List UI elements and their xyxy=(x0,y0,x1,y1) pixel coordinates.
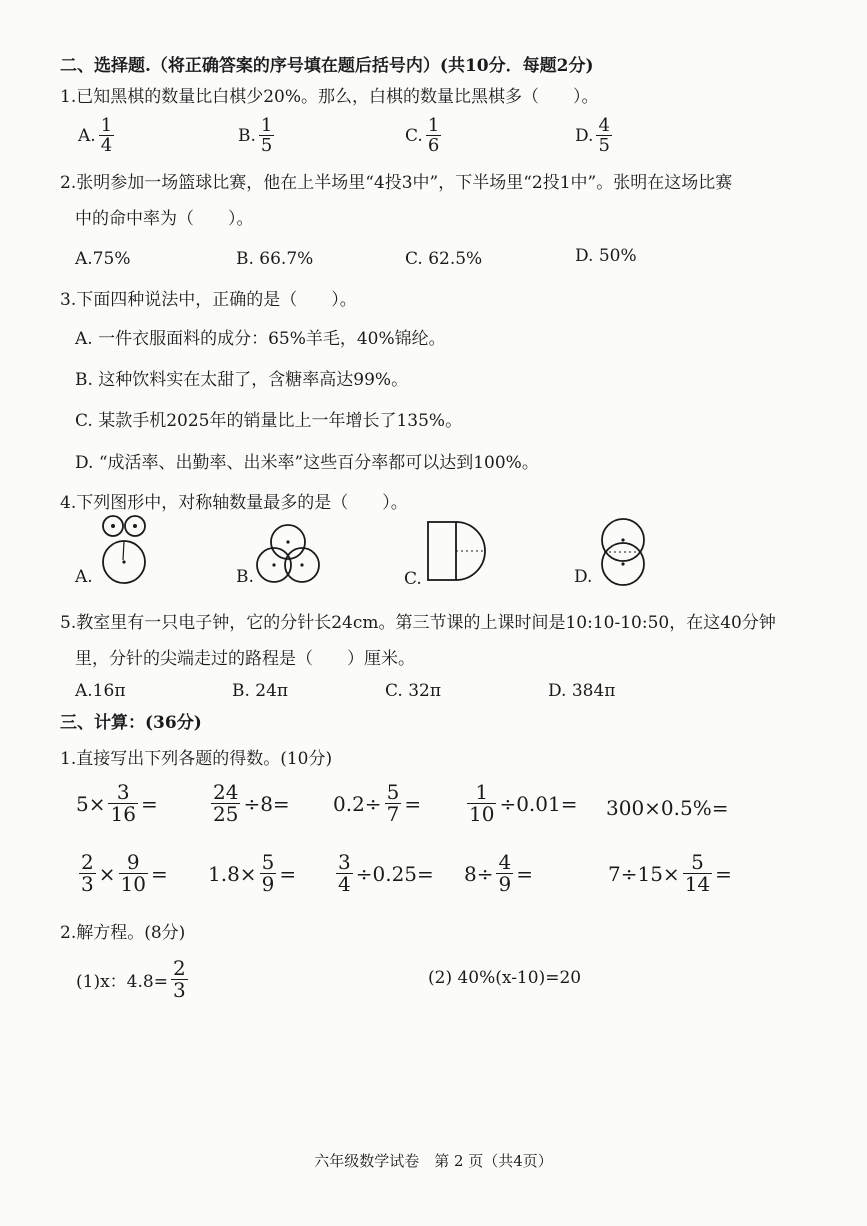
q4-label-b[interactable]: B. xyxy=(236,567,254,587)
calc-r1-c2: $\frac{24}{25}$ ÷8= xyxy=(213,780,290,826)
q3-option-c[interactable]: C. 某款手机2025年的销量比上一年增长了135%。 xyxy=(75,411,463,431)
q3-option-a[interactable]: A. 一件衣服面料的成分：65%羊毛，40%锦纶。 xyxy=(75,329,446,349)
section3-title: 三、计算：(36分) xyxy=(60,713,202,733)
calc-r1-c5: 300×0.5%= xyxy=(606,796,729,820)
q1-option-b[interactable]: B. $\frac{1}{5}$ xyxy=(238,115,273,156)
fraction: $\frac{4}{5}$ xyxy=(598,115,610,156)
page-footer: 六年级数学试卷 第 2 页（共4页） xyxy=(314,1152,553,1170)
q4-label-c[interactable]: C. xyxy=(404,569,422,589)
q4-label-a[interactable]: A. xyxy=(75,567,93,587)
calc-r2-c1: $\frac{2}{3}$ × $\frac{9}{10}$ = xyxy=(81,850,168,896)
q4-stem: 4.下列图形中，对称轴数量最多的是（ ）。 xyxy=(60,493,408,513)
q4-label-d[interactable]: D. xyxy=(574,567,593,587)
q5-option-d[interactable]: D. 384π xyxy=(548,681,616,701)
section3-sub1: 1.直接写出下列各题的得数。(10分) xyxy=(60,749,333,769)
equation-1: (1)x：4.8= $\frac{2}{3}$ xyxy=(76,956,186,1002)
q3-stem: 3.下面四种说法中，正确的是（ ）。 xyxy=(60,290,357,310)
calc-r2-c5: 7÷15× $\frac{5}{14}$ = xyxy=(608,850,732,896)
three-circles-figure xyxy=(255,522,321,584)
two-overlapping-circles-figure xyxy=(596,514,650,588)
q2-stem-line1: 2.张明参加一场篮球比赛，他在上半场里“4投3中”，下半场里“2投1中”。张明在这场比赛 xyxy=(60,173,733,193)
q1-option-c[interactable]: C. $\frac{1}{6}$ xyxy=(405,115,440,156)
q2-option-b[interactable]: B. 66.7% xyxy=(236,249,314,269)
q2-option-a[interactable]: A.75% xyxy=(75,249,131,269)
section3-sub2: 2.解方程。(8分) xyxy=(60,923,186,943)
q5-option-b[interactable]: B. 24π xyxy=(232,681,289,701)
equation-2: (2) 40%(x-10)=20 xyxy=(428,968,582,988)
snowman-circles-figure xyxy=(96,514,152,586)
q1-option-a[interactable]: A. $\frac{1}{4}$ xyxy=(78,115,113,156)
calc-r2-c4: 8÷ $\frac{4}{9}$ = xyxy=(464,850,533,896)
q2-option-c[interactable]: C. 62.5% xyxy=(405,249,483,269)
q5-option-a[interactable]: A.16π xyxy=(75,681,126,701)
q5-stem-line2: 里，分针的尖端走过的路程是（ ）厘米。 xyxy=(75,649,415,669)
q1-stem: 1.已知黑棋的数量比白棋少20%。那么，白棋的数量比黑棋多（ ）。 xyxy=(60,87,599,107)
q5-stem-line1: 5.教室里有一只电子钟，它的分针长24cm。第三节课的上课时间是10:10-10:50，在这40分钟 xyxy=(60,613,776,633)
section2-title: 二、选择题.（将正确答案的序号填在题后括号内）(共10分．每题2分) xyxy=(60,56,594,76)
fraction: $\frac{1}{6}$ xyxy=(427,115,440,156)
q2-stem-line2: 中的命中率为（ ）。 xyxy=(75,209,254,229)
q1-option-d[interactable]: D. $\frac{4}{5}$ xyxy=(575,115,610,156)
calc-r1-c3: 0.2÷ $\frac{5}{7}$ = xyxy=(333,780,422,826)
q3-option-d[interactable]: D. “成活率、出勤率、出米率”这些百分率都可以达到100%。 xyxy=(75,453,539,473)
calc-r1-c1: 5× $\frac{3}{16}$ = xyxy=(76,780,158,826)
square-semicircle-figure xyxy=(424,518,494,584)
calc-r2-c3: $\frac{3}{4}$ ÷0.25= xyxy=(338,850,434,896)
q2-option-d[interactable]: D. 50% xyxy=(575,246,637,266)
calc-r1-c4: $\frac{1}{10}$ ÷0.01= xyxy=(469,780,578,826)
calc-r2-c2: 1.8× $\frac{5}{9}$ = xyxy=(208,850,297,896)
q3-option-b[interactable]: B. 这种饮料实在太甜了，含糖率高达99%。 xyxy=(75,370,409,390)
fraction: $\frac{1}{5}$ xyxy=(260,115,273,156)
q5-option-c[interactable]: C. 32π xyxy=(385,681,442,701)
fraction: $\frac{1}{4}$ xyxy=(100,115,113,156)
